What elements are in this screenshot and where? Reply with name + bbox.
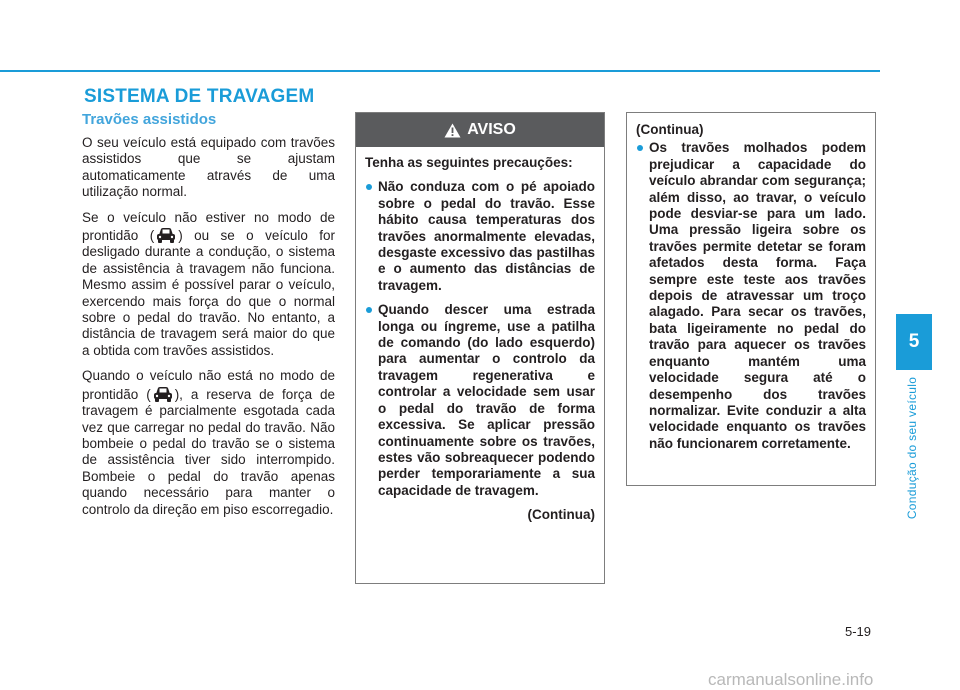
warning-header-label: AVISO [467, 121, 516, 138]
section-title: SISTEMA DE TRAVAGEM [84, 86, 315, 107]
continued-heading: (Continua) [636, 122, 704, 137]
paragraph-text: Se o veículo não estiver no modo de prontidão ( [82, 209, 335, 244]
warning-header [356, 113, 604, 147]
car-ready-icon [155, 226, 177, 244]
warning-continued-box [626, 112, 876, 486]
continued-label: (Continua) [527, 507, 595, 523]
paragraph-text: ), a reserva de força de travagem é parcialmente esgotada cada vez que carregar no pedal do travão. Não bombeie o pedal do travão se o sistema de assistência tiver sido interrompido. Bombeie o pedal do travão apenas quando necessário para manter o controlo da direção em piso escorregadio. [82, 386, 335, 517]
paragraph-reserve [82, 368, 335, 518]
page-number: 5-19 [845, 624, 872, 639]
warning-triangle-icon [444, 123, 461, 138]
paragraph-text: ) ou se o veículo for desligado durante a condução, o sistema de assistência à travagem não funciona. Mesmo assim é possível parar o veículo, exercendo mais força do que o normal sobre o pedal do travão. No entanto, a distância de travagem será maior do que a obtida com travões assistidos. [82, 228, 336, 358]
watermark: carmanualsonline.info [708, 670, 874, 689]
continued-bullet-list [636, 140, 866, 452]
chapter-title: Condução do seu veículo [905, 376, 919, 520]
warning-bullet-list [365, 179, 595, 499]
warning-box [355, 112, 605, 584]
warning-intro: Tenha as seguintes precauções: [365, 155, 573, 170]
warning-bullet: Os travões molhados podem prejudicar a capacidade do veículo abrandar com segurança; além disso, ao travar, o veículo pode desviar-se para um lado. Uma pressão ligeira sobre os travões permite detetar se foram afetados desta forma. Faça sempre este teste aos travões depois de atravessar um troço alagado. Para secar os travões, bata ligeiramente no pedal do travão para aquecer os travões enquanto mantém uma velocidade segura até o desempenho dos travões normalizar. Evite conduzir a alta velocidade enquanto os travões não funcionarem corretamente. [636, 140, 866, 452]
header-rule [0, 70, 880, 72]
warning-continued-body [627, 113, 875, 452]
paragraph-not-ready [82, 210, 335, 360]
warning-bullet: Não conduza com o pé apoiado sobre o pedal do travão. Esse hábito causa temperaturas dos travões anormalmente elevadas, desgaste excessivo das pastilhas e o aumento das distâncias de travagem. [365, 179, 595, 294]
paragraph-text: Quando o veículo não está no modo de prontidão ( [82, 368, 335, 402]
body-text-column [82, 135, 335, 527]
subsection-title: Travões assistidos [82, 111, 217, 128]
chapter-number-tab: 5 [896, 314, 932, 370]
warning-body [356, 147, 604, 524]
warning-bullet: Quando descer uma estrada longa ou íngreme, use a patilha de comando (do lado esquerdo) para aumentar o controlo da travagem regenerativa e controlar a velocidade sem usar o pedal do travão de forma excessiva. Se aplicar pressão continuamente sobre os travões, estes vão sobreaquecer podendo perder temporariamente a sua capacidade de travagem. [365, 302, 595, 499]
car-ready-icon [152, 385, 174, 403]
paragraph-intro: O seu veículo está equipado com travões assistidos que se ajustam automaticamente através de uma utilização normal. [82, 135, 335, 200]
